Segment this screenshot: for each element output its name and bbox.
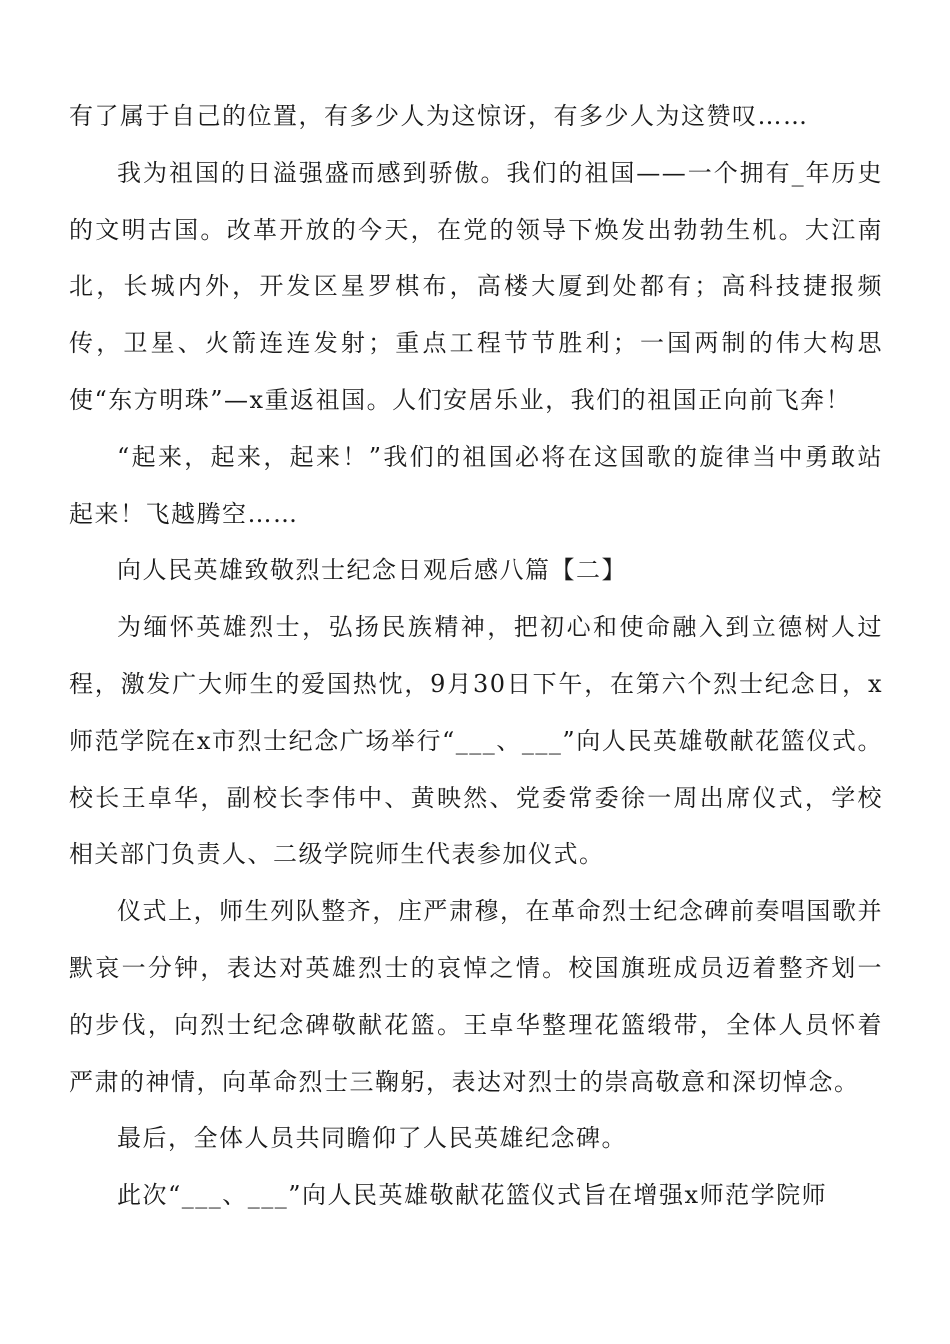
paragraph-continuation: 有了属于自己的位置，有多少人为这惊讶，有多少人为这赞叹…… <box>69 102 809 130</box>
paragraph-pride: 我为祖国的日溢强盛而感到骄傲。我们的祖国——一个拥有_年历史的文明古国。改革开放的今天，在党的领导下焕发出勃勃生机。大江南北，长城内外，开发区星罗棋布，高楼大厦到处都有；高科技捷报频传，卫星、火箭连连发射；重点工程节节胜利；一国两制的伟大构思使“东方明珠”—x重返祖国。人们安居乐业，我们的祖国正向前飞奔！ <box>69 158 883 414</box>
paragraph-ceremony-detail: 仪式上，师生列队整齐，庄严肃穆，在革命烈士纪念碑前奏唱国歌并默哀一分钟，表达对英雄烈士的哀悼之情。校国旗班成员迈着整齐划一的步伐，向烈士纪念碑敬献花篮。王卓华整理花篮缎带，全体人员怀着严肃的神情，向革命烈士三鞠躬，表达对烈士的崇高敬意和深切悼念。 <box>69 897 883 1096</box>
paragraph-monument: 最后，全体人员共同瞻仰了人民英雄纪念碑。 <box>117 1124 627 1153</box>
paragraph-ceremony-intro: 为缅怀英雄烈士，弘扬民族精神，把初心和使命融入到立德树人过程，激发广大师生的爱国热忱，9月30日下午，在第六个烈士纪念日，x师范学院在x市烈士纪念广场举行“___、___”向人民英雄敬献花篮仪式。校长王卓华，副校长李伟中、黄映然、党委常委徐一周出席仪式，学校相关部门负责人、二级学院师生代表参加仪式。 <box>69 613 883 869</box>
paragraph-anthem: “起来，起来，起来！”我们的祖国必将在这国歌的旋律当中勇敢站起来！飞越腾空…… <box>69 442 883 528</box>
paragraph-purpose: 此次“___、___”向人民英雄敬献花篮仪式旨在增强x师范学院师 <box>117 1181 828 1210</box>
section-heading: 向人民英雄致敬烈士纪念日观后感八篇【二】 <box>117 556 627 585</box>
document-body <box>69 88 883 1224</box>
